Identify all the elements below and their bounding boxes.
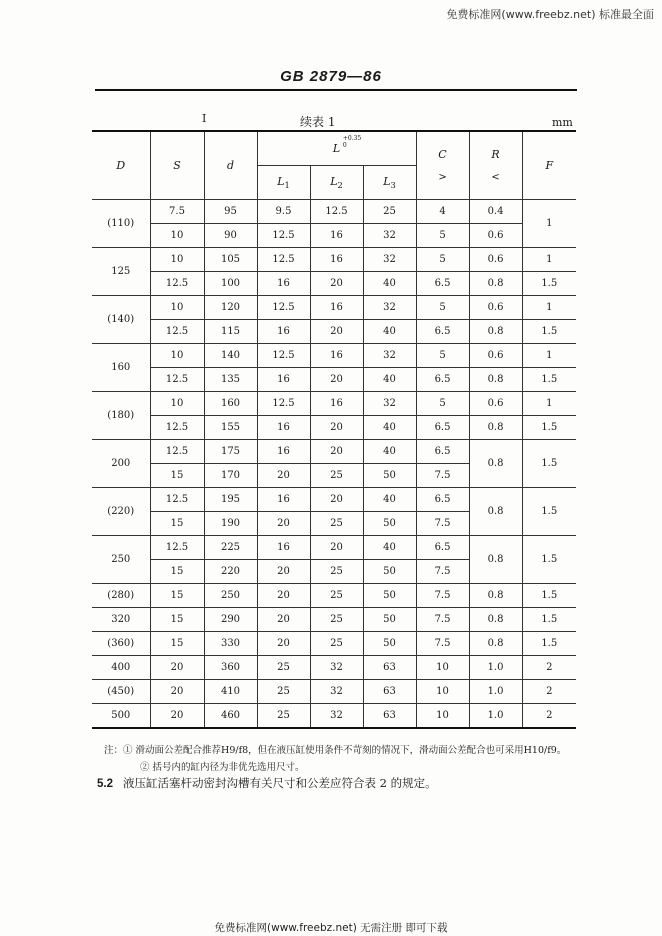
cell-C: 6.5	[416, 440, 469, 464]
cell-C: 5	[416, 344, 469, 368]
L-tolerance: +0.35 0	[342, 135, 362, 149]
cell-L1: 20	[257, 608, 310, 632]
table-row	[92, 416, 576, 440]
cell-L3: 32	[363, 248, 416, 272]
cell-d: 140	[204, 344, 257, 368]
cell-D: (360)	[92, 632, 150, 656]
watermark-top: 免费标准网(www.freebz.net) 标准最全面	[446, 8, 654, 21]
header-S: S	[150, 131, 204, 200]
cell-d: 95	[204, 200, 257, 224]
cell-F: 2	[522, 704, 576, 728]
table-notes	[104, 742, 566, 776]
cell-L1: 16	[257, 320, 310, 344]
cell-d: 90	[204, 224, 257, 248]
table-caption: 续表 1	[300, 115, 336, 129]
cell-C: 7.5	[416, 560, 469, 584]
cell-d: 330	[204, 632, 257, 656]
table-row	[92, 536, 576, 560]
cell-R: 0.8	[469, 440, 522, 488]
cell-L1: 9.5	[257, 200, 310, 224]
cell-L1: 20	[257, 560, 310, 584]
cell-d: 225	[204, 536, 257, 560]
cell-R: 0.8	[469, 584, 522, 608]
cell-d: 220	[204, 560, 257, 584]
cell-d: 135	[204, 368, 257, 392]
cell-L2: 25	[310, 608, 363, 632]
cell-L2: 20	[310, 368, 363, 392]
cell-L2: 20	[310, 536, 363, 560]
cell-C: 5	[416, 296, 469, 320]
cell-S: 15	[150, 464, 204, 488]
cell-S: 12.5	[150, 440, 204, 464]
cell-d: 190	[204, 512, 257, 536]
cell-C: 6.5	[416, 488, 469, 512]
cell-L2: 16	[310, 224, 363, 248]
cell-R: 0.8	[469, 416, 522, 440]
cell-L1: 25	[257, 656, 310, 680]
cell-d: 360	[204, 656, 257, 680]
cell-D: 500	[92, 704, 150, 728]
cell-D: 160	[92, 344, 150, 392]
cell-C: 10	[416, 680, 469, 704]
header-rule	[95, 89, 577, 91]
cell-C: 10	[416, 704, 469, 728]
table-row	[92, 656, 576, 680]
cell-R: 0.6	[469, 296, 522, 320]
cell-C: 4	[416, 200, 469, 224]
cell-L2: 32	[310, 656, 363, 680]
table-row	[92, 488, 576, 512]
cell-C: 7.5	[416, 584, 469, 608]
cell-R: 0.6	[469, 344, 522, 368]
cell-L2: 20	[310, 272, 363, 296]
cell-d: 100	[204, 272, 257, 296]
dimension-table	[92, 130, 576, 729]
cell-F: 1.5	[522, 632, 576, 656]
cell-C: 10	[416, 656, 469, 680]
header-d: d	[204, 131, 257, 200]
cell-L1: 16	[257, 416, 310, 440]
cell-D: 125	[92, 248, 150, 296]
cell-d: 410	[204, 680, 257, 704]
table-row	[92, 344, 576, 368]
cell-L1: 16	[257, 272, 310, 296]
table-row	[92, 224, 576, 248]
cell-L3: 40	[363, 416, 416, 440]
cell-S: 20	[150, 704, 204, 728]
cell-L1: 12.5	[257, 392, 310, 416]
cell-S: 10	[150, 248, 204, 272]
cell-S: 15	[150, 632, 204, 656]
cell-F: 1.5	[522, 536, 576, 584]
cell-L3: 63	[363, 704, 416, 728]
header-L2: $L_2$	[310, 166, 363, 200]
cell-F: 1.5	[522, 608, 576, 632]
cell-F: 1.5	[522, 584, 576, 608]
cell-F: 1.5	[522, 272, 576, 296]
cell-L3: 50	[363, 632, 416, 656]
cell-D: 250	[92, 536, 150, 584]
watermark-bottom: 免费标准网(www.freebz.net) 无需注册 即可下载	[214, 922, 448, 934]
cell-L3: 50	[363, 464, 416, 488]
cell-L2: 25	[310, 632, 363, 656]
cell-L3: 50	[363, 512, 416, 536]
cell-C: 7.5	[416, 512, 469, 536]
cell-R: 1.0	[469, 704, 522, 728]
cell-L3: 32	[363, 224, 416, 248]
cell-L1: 16	[257, 368, 310, 392]
header-L3: $L_3$	[363, 166, 416, 200]
cell-F: 1	[522, 392, 576, 416]
table-row	[92, 248, 576, 272]
cell-S: 20	[150, 656, 204, 680]
cell-C: 5	[416, 248, 469, 272]
cell-D: (140)	[92, 296, 150, 344]
header-L: L +0.35 0	[257, 131, 416, 166]
cell-L3: 32	[363, 392, 416, 416]
cell-L1: 16	[257, 440, 310, 464]
cell-R: 0.8	[469, 272, 522, 296]
cell-S: 12.5	[150, 536, 204, 560]
cell-S: 7.5	[150, 200, 204, 224]
cell-L1: 20	[257, 632, 310, 656]
table-row	[92, 608, 576, 632]
cell-C: 6.5	[416, 272, 469, 296]
header-R: R <	[469, 131, 522, 200]
cell-S: 20	[150, 680, 204, 704]
cell-R: 0.6	[469, 224, 522, 248]
cell-S: 15	[150, 560, 204, 584]
cell-F: 1	[522, 344, 576, 368]
cell-L1: 25	[257, 680, 310, 704]
cell-D: (450)	[92, 680, 150, 704]
cell-L3: 40	[363, 440, 416, 464]
table-row	[92, 200, 576, 224]
cell-L3: 63	[363, 656, 416, 680]
cell-S: 10	[150, 224, 204, 248]
cell-C: 7.5	[416, 632, 469, 656]
cell-C: 6.5	[416, 320, 469, 344]
table-row	[92, 392, 576, 416]
cell-C: 5	[416, 224, 469, 248]
cell-L1: 12.5	[257, 248, 310, 272]
table-row	[92, 680, 576, 704]
cell-D: (180)	[92, 392, 150, 440]
cell-d: 250	[204, 584, 257, 608]
cell-L2: 25	[310, 464, 363, 488]
cell-d: 195	[204, 488, 257, 512]
cell-L3: 40	[363, 272, 416, 296]
cell-R: 0.8	[469, 632, 522, 656]
cell-L3: 40	[363, 536, 416, 560]
cell-R: 0.6	[469, 248, 522, 272]
cell-L1: 16	[257, 488, 310, 512]
cell-L3: 40	[363, 320, 416, 344]
note-2: ② 括号内的缸内径为非优先选用尺寸。	[140, 762, 305, 773]
cell-L1: 25	[257, 704, 310, 728]
cell-L2: 32	[310, 680, 363, 704]
cell-L1: 20	[257, 464, 310, 488]
cell-S: 15	[150, 584, 204, 608]
cell-d: 120	[204, 296, 257, 320]
cell-S: 10	[150, 296, 204, 320]
table-row	[92, 704, 576, 728]
cell-C: 7.5	[416, 464, 469, 488]
cell-F: 1.5	[522, 368, 576, 392]
cell-L2: 16	[310, 392, 363, 416]
cell-d: 105	[204, 248, 257, 272]
cell-S: 15	[150, 512, 204, 536]
cell-F: 1.5	[522, 320, 576, 344]
cell-L2: 25	[310, 584, 363, 608]
table-row	[92, 368, 576, 392]
cell-R: 1.0	[469, 680, 522, 704]
cell-C: 6.5	[416, 368, 469, 392]
cell-S: 15	[150, 608, 204, 632]
cell-S: 12.5	[150, 488, 204, 512]
cell-F: 1.5	[522, 416, 576, 440]
cell-L2: 20	[310, 488, 363, 512]
cell-C: 5	[416, 392, 469, 416]
notes-label: 注：	[104, 745, 124, 756]
cell-D: (280)	[92, 584, 150, 608]
cell-F: 1	[522, 296, 576, 320]
cell-R: 0.8	[469, 488, 522, 536]
cell-R: 0.4	[469, 200, 522, 224]
cell-D: 200	[92, 440, 150, 488]
table-row	[92, 296, 576, 320]
clause-5-2	[97, 775, 437, 791]
table-row	[92, 584, 576, 608]
header-C: C >	[416, 131, 469, 200]
cell-L3: 63	[363, 680, 416, 704]
cell-L3: 32	[363, 296, 416, 320]
cell-S: 12.5	[150, 368, 204, 392]
cell-C: 6.5	[416, 536, 469, 560]
cell-L3: 32	[363, 344, 416, 368]
cell-L2: 12.5	[310, 200, 363, 224]
cell-R: 0.8	[469, 320, 522, 344]
cell-S: 10	[150, 344, 204, 368]
cell-L1: 12.5	[257, 224, 310, 248]
table-row	[92, 272, 576, 296]
cell-L2: 16	[310, 296, 363, 320]
cell-D: 320	[92, 608, 150, 632]
cell-L3: 50	[363, 608, 416, 632]
cell-d: 175	[204, 440, 257, 464]
cell-C: 7.5	[416, 608, 469, 632]
cell-R: 0.8	[469, 368, 522, 392]
cell-L1: 20	[257, 512, 310, 536]
cell-L2: 20	[310, 440, 363, 464]
cell-S: 12.5	[150, 320, 204, 344]
tick-mark: I	[202, 112, 207, 125]
cell-F: 2	[522, 680, 576, 704]
cell-L3: 25	[363, 200, 416, 224]
cell-d: 170	[204, 464, 257, 488]
cell-L2: 25	[310, 512, 363, 536]
cell-L2: 20	[310, 320, 363, 344]
note-1: 注：① 滑动面公差配合推荐H9/f8，但在液压缸使用条件不苛刻的情况下，滑动面公差配合也可采用H10/f9。	[104, 745, 567, 756]
cell-L1: 12.5	[257, 344, 310, 368]
header-F: F	[522, 131, 576, 200]
cell-d: 290	[204, 608, 257, 632]
cell-F: 1	[522, 248, 576, 272]
cell-L2: 16	[310, 344, 363, 368]
cell-d: 155	[204, 416, 257, 440]
cell-d: 115	[204, 320, 257, 344]
cell-D: (220)	[92, 488, 150, 536]
cell-F: 1	[522, 200, 576, 248]
cell-L2: 25	[310, 560, 363, 584]
table-row	[92, 440, 576, 464]
cell-L3: 40	[363, 488, 416, 512]
cell-d: 460	[204, 704, 257, 728]
clause-text: 液压缸活塞杆动密封沟槽有关尺寸和公差应符合表 2 的规定。	[123, 776, 437, 790]
cell-L1: 12.5	[257, 296, 310, 320]
cell-C: 6.5	[416, 416, 469, 440]
cell-S: 12.5	[150, 416, 204, 440]
cell-L3: 40	[363, 368, 416, 392]
cell-R: 0.6	[469, 392, 522, 416]
cell-D: (110)	[92, 200, 150, 248]
cell-R: 1.0	[469, 656, 522, 680]
cell-S: 10	[150, 392, 204, 416]
cell-F: 1.5	[522, 488, 576, 536]
cell-L3: 50	[363, 584, 416, 608]
cell-R: 0.8	[469, 536, 522, 584]
unit-label: mm	[552, 116, 573, 129]
cell-F: 1.5	[522, 440, 576, 488]
cell-S: 12.5	[150, 272, 204, 296]
header-D: D	[92, 131, 150, 200]
cell-F: 2	[522, 656, 576, 680]
cell-L2: 32	[310, 704, 363, 728]
clause-number: 5.2	[97, 778, 113, 790]
standard-header: GB 2879—86	[280, 68, 382, 85]
cell-D: 400	[92, 656, 150, 680]
cell-L3: 50	[363, 560, 416, 584]
header-L1: $L_1$	[257, 166, 310, 200]
cell-L1: 16	[257, 536, 310, 560]
table-row	[92, 320, 576, 344]
cell-d: 160	[204, 392, 257, 416]
cell-L2: 20	[310, 416, 363, 440]
cell-R: 0.8	[469, 608, 522, 632]
table-row	[92, 632, 576, 656]
cell-L1: 20	[257, 584, 310, 608]
cell-L2: 16	[310, 248, 363, 272]
